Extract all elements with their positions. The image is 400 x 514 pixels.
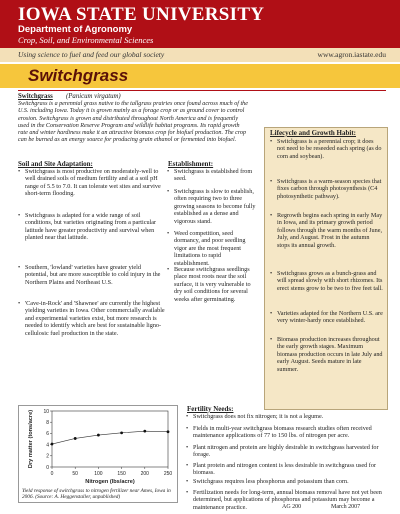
establishment-bullet: • Because switchgrass seedlings place most roots near the soil surface, it is very vulnerable to dry soil conditions for several weeks after germinating. xyxy=(174,266,258,303)
chart-caption: Yield response of switchgrass to nitrogen fertilizer near Ames, Iowa in 2006. (Source: A. Heggenstaller, unpublished) xyxy=(22,488,171,501)
lifecycle-bullet: • Varieties adapted for the Northern U.S. are very winter-hardy once established. xyxy=(277,310,383,325)
x-tick-label: 50 xyxy=(72,471,78,477)
fertility-bullet: • Fields in multi-year switchgrass biomass research studies often received maintenance applications of 77 to 150 lbs. of nitrogen per acre. xyxy=(193,425,387,440)
fertility-heading: Fertility Needs: xyxy=(187,405,234,413)
y-tick-label: 6 xyxy=(46,431,49,438)
soil-bullet: • 'Cave-in-Rock' and 'Shawnee' are currently the highest yielding varieties in Iowa. Other commercially available and experimental varieties exist, but more research is needed to identify which are best for sustainable ligno-cellulosic fuel production in the state. xyxy=(25,300,165,337)
data-point xyxy=(97,434,100,437)
soil-bullet: • Southern, 'lowland' varieties have greater yield potential, but are more susceptible to cold injury in the Northern Plains and Northeast U.S. xyxy=(25,264,165,286)
y-tick-label: 10 xyxy=(43,408,49,415)
lifecycle-heading: Lifecycle and Growth Habit: xyxy=(270,129,357,137)
data-point xyxy=(120,431,123,434)
page-title: Switchgrass xyxy=(28,66,129,85)
intro-text: Switchgrass is a perennial grass native to the tallgrass prairies once found across much of the U.S. including Iowa. Today it is grown mainly as a forage crop or as ground cover to control erosion. Switchgrass is grown and distributed throughout North America and is frequently used in the Conservation Reserve Program and wildlife habitat programs. Its rapid growth rate and winter hardiness make it an attractive biomass crop for biofuel production. The crop can be burned as an energy source for producing grain ethanol or fermented into biofuel. xyxy=(18,101,248,144)
data-point xyxy=(167,430,170,433)
x-tick-label: 100 xyxy=(94,471,103,477)
x-tick-label: 0 xyxy=(50,471,54,477)
soil-heading: Soil and Site Adaptation: xyxy=(18,160,93,168)
data-point xyxy=(143,430,146,433)
department-name: Department of Agronomy xyxy=(18,24,133,35)
lifecycle-bullet: • Switchgrass is a perennial crop; it does not need to be reseeded each spring (as do corn and soybean). xyxy=(277,138,383,160)
establishment-heading: Establishment: xyxy=(168,160,214,168)
tagline: Using science to fuel and feed our global society xyxy=(18,50,165,59)
fertility-bullet: • Switchgrass does not fix nitrogen; it is not a legume. xyxy=(193,413,387,420)
y-tick-label: 8 xyxy=(46,420,49,426)
publication-code: AG 200 xyxy=(282,504,302,510)
soil-bullet: • Switchgrass is adapted for a wide range of soil conditions, but varieties originating from a particular latitude have greater productivity and survival when planted near that latitude. xyxy=(25,212,165,242)
soil-bullet: • Switchgrass is most productive on moderately-well to well drained soils of medium fertility and at a soil pH range of 5.5 to 7.0. It can tolerate wet sites and survive short-term flooding. xyxy=(25,168,165,198)
fertility-bullet: • Switchgrass requires less phosphorus and potassium than corn. xyxy=(193,478,387,485)
lifecycle-bullet: • Regrowth begins each spring in early May in Iowa, and its primary growth period follows through the warm months of June, July, and August. Frost in the autumn stops its annual growth. xyxy=(277,212,383,249)
lifecycle-bullet: • Switchgrass grows as a bunch-grass and will spread slowly with short rhizomes. Its erect stems grow to be two to five feet tall. xyxy=(277,270,383,292)
series-line xyxy=(52,431,168,444)
fertility-bullet: • Plant nitrogen and protein are highly desirable in switchgrass harvested for forage. xyxy=(193,444,387,459)
publication-date: March 2007 xyxy=(331,504,361,510)
fertility-bullet: • Fertilization needs for long-term, annual biomass removal have not yet been determined, but applications of phosphorus and potassium may become a maintenance practice. xyxy=(193,489,387,511)
yield-chart xyxy=(18,405,178,489)
y-tick-label: 0 xyxy=(46,464,49,471)
establishment-bullet: • Weed competition, seed dormancy, and poor seedling vigor are the most frequent limitations to rapid establishment. xyxy=(174,230,258,267)
intro-heading: Switchgrass xyxy=(18,93,53,100)
x-tick-label: 200 xyxy=(140,471,149,477)
data-point xyxy=(51,443,54,446)
x-axis-label: Nitrogen (lbs/acre) xyxy=(85,479,135,485)
plot-frame xyxy=(52,411,168,467)
university-name: IOWA STATE UNIVERSITY xyxy=(18,4,265,25)
x-tick-label: 250 xyxy=(163,471,173,477)
fertility-bullet: • Plant protein and nitrogen content is less desirable in switchgrass used for biomass. xyxy=(193,462,387,477)
y-axis-label: Dry matter (tons/acre) xyxy=(28,409,34,469)
title-rule xyxy=(18,90,386,91)
lifecycle-bullet: • Switchgrass is a warm-season species that fixes carbon through photosynthesis (C4 photosynthetic pathway). xyxy=(277,178,383,200)
establishment-bullet: • Switchgrass is established from seed. xyxy=(174,168,258,183)
data-point xyxy=(74,437,77,440)
website-url: www.agron.iastate.edu xyxy=(317,50,386,59)
intro-scientific-name: (Panicum virgatum) xyxy=(66,93,121,100)
department-subtitle: Crop, Soil, and Environmental Sciences xyxy=(18,35,154,45)
lifecycle-bullet: • Biomass production increases throughout the early growth stages. Maximum biomass production occurs in late July and early August. Seeds mature in late summer. xyxy=(277,336,383,373)
y-tick-label: 4 xyxy=(46,442,49,449)
y-tick-label: 2 xyxy=(46,453,49,460)
establishment-bullet: • Switchgrass is slow to establish, often requiring two to three growing seasons to become fully established as a dense and vigorous stand. xyxy=(174,188,258,225)
x-tick-label: 150 xyxy=(117,471,126,477)
